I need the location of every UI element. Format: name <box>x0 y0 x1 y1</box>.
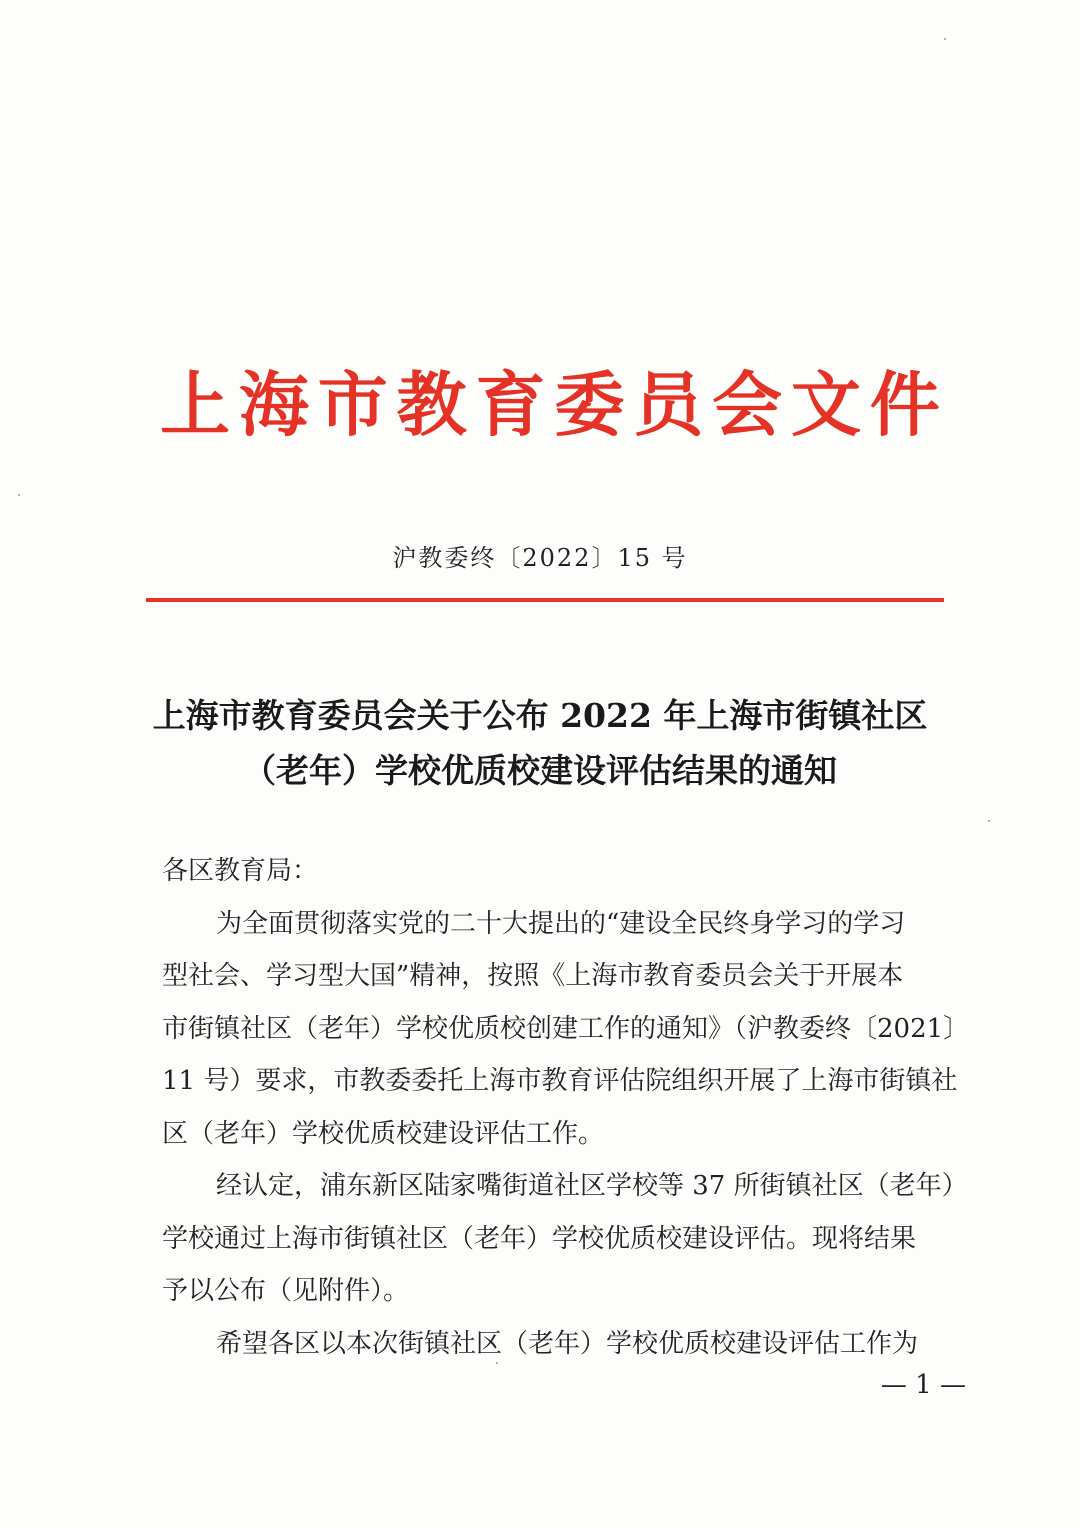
masthead-char: 文 <box>791 363 861 446</box>
masthead-char: 海 <box>238 363 309 446</box>
notice-body <box>162 845 970 1370</box>
masthead-char: 上 <box>160 363 230 446</box>
document-number: 沪教委终〔2022〕15 号 <box>392 544 688 572</box>
body-line: 为全面贯彻落实党的二十大提出的“建设全民终身学习的学习 <box>216 908 906 939</box>
notice-title-line-1: 上海市教育委员会关于公布 2022 年上海市街镇社区 <box>152 696 928 735</box>
masthead-char: 会 <box>712 363 783 446</box>
red-divider-line <box>146 598 944 602</box>
body-line: 型社会、学习型大国”精神，按照《上海市教育委员会关于开展本 <box>162 961 904 991</box>
masthead-char: 教 <box>396 363 467 446</box>
page-number: — 1 — <box>880 1370 966 1400</box>
body-line: 市街镇社区（老年）学校优质校创建工作的通知》（沪教委终〔2021〕 <box>162 1013 970 1044</box>
scan-speck <box>988 820 990 822</box>
masthead-char: 员 <box>633 363 704 446</box>
body-line: 11 号）要求，市教委委托上海市教育评估院组织开展了上海市街镇社 <box>162 1066 958 1096</box>
body-line: 学校通过上海市街镇社区（老年）学校优质校建设评估。现将结果 <box>162 1223 917 1254</box>
masthead-char: 件 <box>869 363 940 446</box>
masthead-title <box>160 360 940 450</box>
notice-title <box>120 688 960 798</box>
masthead-char: 育 <box>475 363 546 446</box>
scan-speck <box>496 1362 498 1364</box>
masthead-char: 委 <box>554 363 625 446</box>
body-line: 经认定，浦东新区陆家嘴街道社区学校等 37 所街镇社区（老年） <box>216 1171 968 1201</box>
scan-speck <box>18 494 20 496</box>
salutation: 各区教育局： <box>162 856 319 886</box>
masthead-char: 市 <box>317 363 388 446</box>
body-line: 希望各区以本次街镇社区（老年）学校优质校建设评估工作为 <box>216 1328 919 1359</box>
body-line: 区（老年）学校优质校建设评估工作。 <box>162 1118 605 1149</box>
scan-speck <box>944 38 946 40</box>
body-line: 予以公布（见附件）。 <box>162 1276 410 1306</box>
notice-title-line-2: （老年）学校优质校建设评估结果的通知 <box>243 751 837 790</box>
